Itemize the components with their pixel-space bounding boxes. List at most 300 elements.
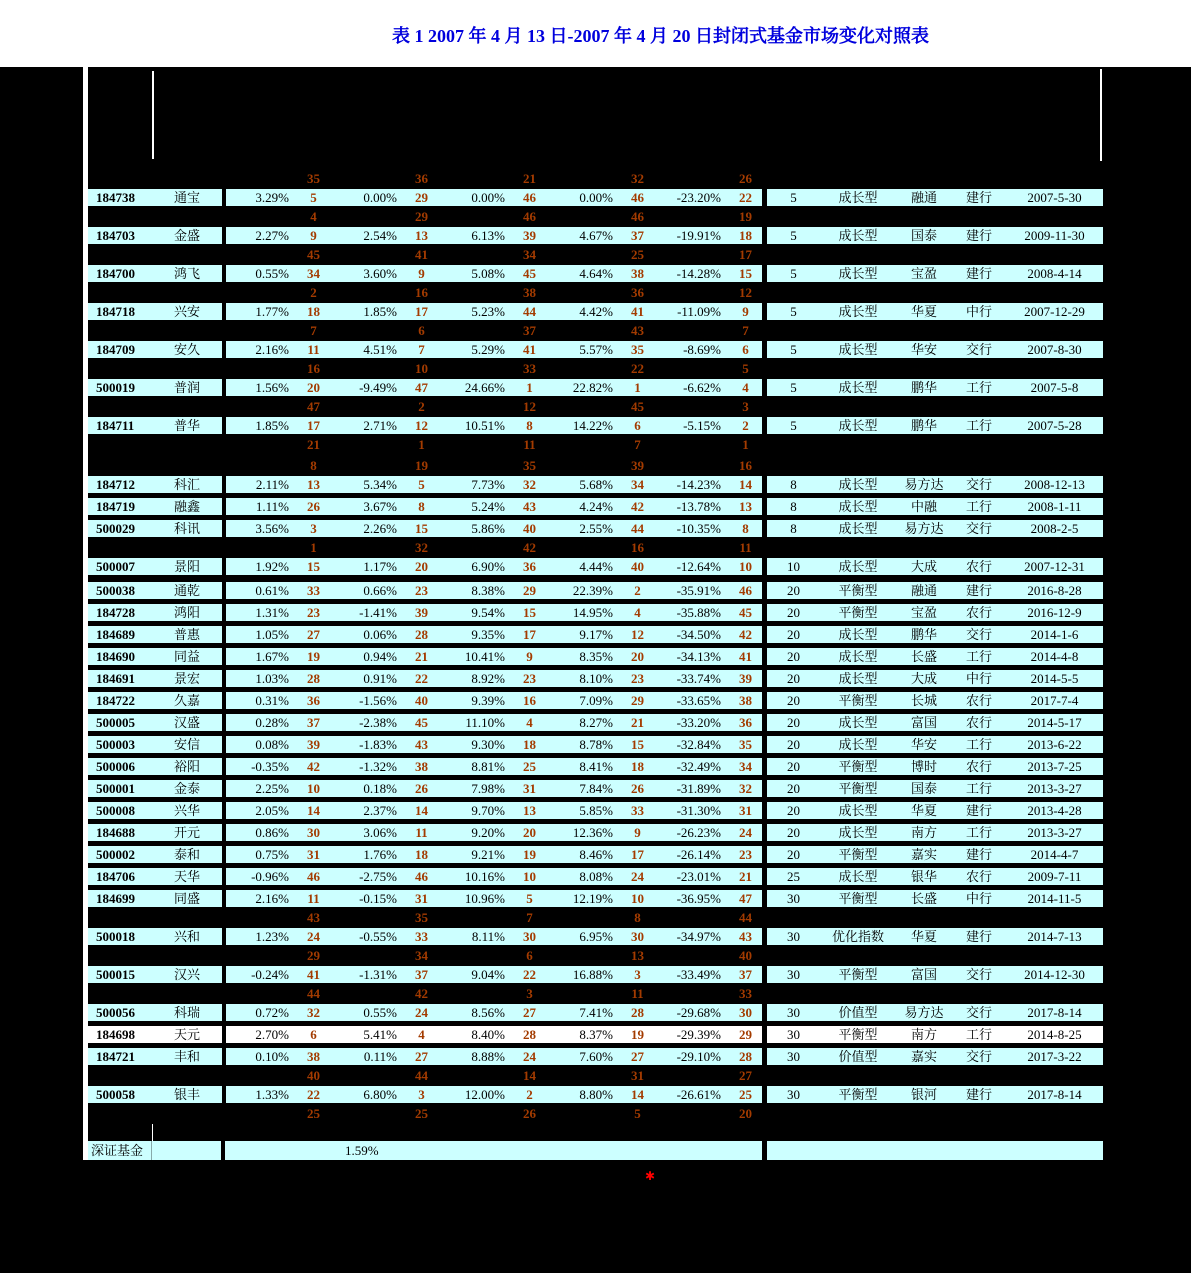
pct-value-5: -13.78% bbox=[676, 499, 721, 514]
rank-value-1: 5 bbox=[310, 190, 317, 205]
empty-code-cell bbox=[88, 1103, 152, 1124]
empty-pct-cell bbox=[222, 455, 297, 476]
custodian-bank: 工行 bbox=[965, 737, 992, 752]
rank-value-4: 30 bbox=[631, 929, 644, 944]
pct-value-4: 7.84% bbox=[579, 781, 613, 796]
rank-value-2: 37 bbox=[415, 967, 428, 982]
pct-value-2: 3.67% bbox=[363, 499, 397, 514]
rank-number-2: 29 bbox=[415, 209, 428, 224]
table-header-block bbox=[88, 67, 1103, 163]
rank-number-2: 36 bbox=[415, 171, 428, 186]
fund-code: 184689 bbox=[96, 627, 135, 642]
pct-value-3: 9.04% bbox=[471, 967, 505, 982]
pct-value-3: 8.81% bbox=[471, 759, 505, 774]
fund-company: 华安 bbox=[910, 737, 937, 752]
fund-code: 184738 bbox=[96, 190, 135, 205]
empty-pct-cell bbox=[438, 320, 513, 341]
row-separator bbox=[88, 575, 1103, 582]
pct-value-5: -6.62% bbox=[683, 380, 721, 395]
fund-row-500015 bbox=[88, 966, 1103, 983]
empty-pct-cell bbox=[222, 320, 297, 341]
fund-date: 2007-12-29 bbox=[1024, 304, 1085, 319]
rank-number-3: 12 bbox=[523, 399, 536, 414]
rank-number-4: 45 bbox=[631, 399, 644, 414]
rank-number-1: 25 bbox=[307, 1106, 320, 1121]
fund-date: 2007-5-8 bbox=[1030, 380, 1079, 395]
rank-number-2: 1 bbox=[418, 437, 425, 452]
fund-code: 500006 bbox=[96, 759, 135, 774]
fund-code: 184706 bbox=[96, 869, 135, 884]
fund-row-500002 bbox=[88, 846, 1103, 863]
rank-value-3: 40 bbox=[523, 521, 536, 536]
rank-value-5: 13 bbox=[739, 499, 752, 514]
rank-value-2: 12 bbox=[415, 418, 428, 433]
rank-number-2: 35 bbox=[415, 910, 428, 925]
pct-value-4: 14.95% bbox=[572, 605, 613, 620]
rank-value-4: 2 bbox=[634, 583, 641, 598]
fund-style: 成长型 bbox=[838, 737, 878, 752]
rank-number-3: 14 bbox=[523, 1068, 536, 1083]
pct-value-3: 9.35% bbox=[471, 627, 505, 642]
empty-name-cell bbox=[152, 282, 222, 303]
rank-value-5: 2 bbox=[742, 418, 749, 433]
fund-company: 融通 bbox=[910, 190, 937, 205]
rank-value-2: 46 bbox=[415, 869, 428, 884]
rank-value-3: 30 bbox=[523, 929, 536, 944]
rank-value-1: 31 bbox=[307, 847, 320, 862]
fund-row-184712 bbox=[88, 476, 1103, 493]
fund-size: 20 bbox=[762, 582, 820, 599]
fund-row-184703 bbox=[88, 227, 1103, 244]
custodian-bank: 中行 bbox=[965, 671, 992, 686]
fund-size: 20 bbox=[762, 846, 820, 863]
rank-value-2: 47 bbox=[415, 380, 428, 395]
fund-size: 25 bbox=[762, 868, 820, 885]
rank-number-3: 35 bbox=[523, 458, 536, 473]
fund-code: 500029 bbox=[96, 521, 135, 536]
fund-code: 184691 bbox=[96, 671, 135, 686]
fund-company: 易方达 bbox=[904, 521, 944, 536]
custodian-bank: 建行 bbox=[965, 228, 992, 243]
fund-date: 2013-3-27 bbox=[1027, 825, 1082, 840]
rank-value-2: 45 bbox=[415, 715, 428, 730]
pct-value-1: 3.56% bbox=[222, 520, 297, 537]
fund-name: 普华 bbox=[173, 418, 200, 433]
fund-company: 嘉实 bbox=[910, 1049, 937, 1064]
rank-number-1: 8 bbox=[310, 458, 317, 473]
pct-value-2: -1.56% bbox=[359, 693, 397, 708]
pct-value-3: 5.86% bbox=[471, 521, 505, 536]
pct-value-4: 6.95% bbox=[579, 929, 613, 944]
spacer-column-divider bbox=[152, 1124, 153, 1141]
fund-style: 成长型 bbox=[838, 342, 878, 357]
rank-value-3: 41 bbox=[523, 342, 536, 357]
pct-value-2: -9.49% bbox=[359, 380, 397, 395]
rank-value-1: 42 bbox=[307, 759, 320, 774]
pct-value-1: -0.96% bbox=[222, 868, 297, 885]
empty-name-cell bbox=[152, 434, 222, 455]
empty-pct-cell bbox=[654, 206, 729, 227]
rank-value-2: 17 bbox=[415, 304, 428, 319]
empty-pct-cell bbox=[654, 168, 729, 189]
fund-name: 普润 bbox=[173, 380, 200, 395]
rank-value-2: 29 bbox=[415, 190, 428, 205]
fund-date: 2014-11-5 bbox=[1027, 891, 1082, 906]
fund-name: 同益 bbox=[173, 649, 200, 664]
empty-pct-cell bbox=[222, 983, 297, 1004]
pct-value-4: 4.44% bbox=[579, 559, 613, 574]
rank-number-4: 11 bbox=[631, 986, 644, 1001]
rank-number-5: 19 bbox=[739, 209, 752, 224]
rank-value-3: 4 bbox=[526, 715, 533, 730]
rank-value-2: 38 bbox=[415, 759, 428, 774]
fund-code: 184719 bbox=[96, 499, 135, 514]
fund-row-184688 bbox=[88, 824, 1103, 841]
fund-size: 5 bbox=[762, 303, 820, 320]
rank-value-3: 24 bbox=[523, 1049, 536, 1064]
empty-pct-cell bbox=[438, 282, 513, 303]
rank-number-4: 5 bbox=[634, 1106, 641, 1121]
empty-pct-cell bbox=[654, 455, 729, 476]
rank-number-4: 32 bbox=[631, 171, 644, 186]
rank-number-3: 11 bbox=[523, 437, 536, 452]
fund-code: 184688 bbox=[96, 825, 135, 840]
empty-code-cell bbox=[88, 282, 152, 303]
pct-value-2: -1.83% bbox=[359, 737, 397, 752]
rank-number-2: 16 bbox=[415, 285, 428, 300]
rank-number-5: 27 bbox=[739, 1068, 752, 1083]
rank-number-3: 38 bbox=[523, 285, 536, 300]
fund-style: 平衡型 bbox=[838, 781, 878, 796]
pct-value-3: 6.13% bbox=[471, 228, 505, 243]
custodian-bank: 交行 bbox=[965, 477, 992, 492]
fund-date: 2017-8-14 bbox=[1027, 1087, 1082, 1102]
rank-value-2: 24 bbox=[415, 1005, 428, 1020]
pct-value-5: -29.39% bbox=[676, 1027, 721, 1042]
empty-pct-cell bbox=[546, 396, 621, 417]
fund-name: 科讯 bbox=[173, 521, 200, 536]
fund-name: 银丰 bbox=[173, 1087, 200, 1102]
rank-value-3: 17 bbox=[523, 627, 536, 642]
pct-value-5: -19.91% bbox=[676, 228, 721, 243]
pct-value-1: 1.77% bbox=[222, 303, 297, 320]
black-spacer-row bbox=[88, 1124, 1103, 1141]
rank-number-1: 1 bbox=[310, 540, 317, 555]
rank-value-1: 17 bbox=[307, 418, 320, 433]
empty-pct-cell bbox=[546, 1065, 621, 1086]
fund-date: 2007-8-30 bbox=[1027, 342, 1082, 357]
empty-code-cell bbox=[88, 396, 152, 417]
rank-number-2: 2 bbox=[418, 399, 425, 414]
empty-pct-cell bbox=[222, 945, 297, 966]
rank-number-4: 25 bbox=[631, 247, 644, 262]
fund-style: 成长型 bbox=[838, 266, 878, 281]
empty-pct-cell bbox=[438, 434, 513, 455]
fund-company: 富国 bbox=[910, 715, 937, 730]
fund-company: 富国 bbox=[910, 967, 937, 982]
rank-number-4: 22 bbox=[631, 361, 644, 376]
fund-style: 成长型 bbox=[838, 649, 878, 664]
empty-pct-cell bbox=[654, 983, 729, 1004]
rank-value-5: 28 bbox=[739, 1049, 752, 1064]
pct-value-4: 22.39% bbox=[572, 583, 613, 598]
fund-name: 泰和 bbox=[173, 847, 200, 862]
empty-code-cell bbox=[88, 358, 152, 379]
rank-number-5: 11 bbox=[739, 540, 752, 555]
rank-numbers-row bbox=[88, 168, 1103, 189]
custodian-bank: 中行 bbox=[965, 891, 992, 906]
rank-number-3: 34 bbox=[523, 247, 536, 262]
custodian-bank: 农行 bbox=[965, 605, 992, 620]
rank-value-1: 34 bbox=[307, 266, 320, 281]
pct-value-4: 7.41% bbox=[579, 1005, 613, 1020]
fund-code: 184728 bbox=[96, 605, 135, 620]
rank-number-3: 37 bbox=[523, 323, 536, 338]
pct-value-2: 5.41% bbox=[363, 1027, 397, 1042]
empty-pct-cell bbox=[222, 1065, 297, 1086]
rank-value-5: 38 bbox=[739, 693, 752, 708]
empty-pct-cell bbox=[654, 945, 729, 966]
rank-value-3: 32 bbox=[523, 477, 536, 492]
rank-value-5: 14 bbox=[739, 477, 752, 492]
rank-value-2: 21 bbox=[415, 649, 428, 664]
fund-code: 184722 bbox=[96, 693, 135, 708]
page-title: 表 1 2007 年 4 月 13 日-2007 年 4 月 20 日封闭式基金市场变化对照表 bbox=[392, 26, 929, 46]
fund-code: 500056 bbox=[96, 1005, 135, 1020]
fund-code: 184700 bbox=[96, 266, 135, 281]
fund-code: 500007 bbox=[96, 559, 135, 574]
rank-value-4: 19 bbox=[631, 1027, 644, 1042]
empty-pct-cell bbox=[222, 907, 297, 928]
empty-name-cell bbox=[152, 396, 222, 417]
empty-pct-cell bbox=[546, 358, 621, 379]
fund-row-500056 bbox=[88, 1004, 1103, 1021]
custodian-bank: 农行 bbox=[965, 559, 992, 574]
empty-pct-cell bbox=[222, 358, 297, 379]
empty-pct-cell bbox=[654, 907, 729, 928]
pct-value-2: 0.06% bbox=[363, 627, 397, 642]
rank-number-1: 2 bbox=[310, 285, 317, 300]
rank-number-5: 5 bbox=[742, 361, 749, 376]
fund-name: 天华 bbox=[173, 869, 200, 884]
custodian-bank: 交行 bbox=[965, 521, 992, 536]
fund-company: 鹏华 bbox=[910, 380, 937, 395]
pct-value-1: 0.55% bbox=[222, 265, 297, 282]
fund-name: 景宏 bbox=[173, 671, 200, 686]
custodian-bank: 建行 bbox=[965, 803, 992, 818]
rank-value-3: 45 bbox=[523, 266, 536, 281]
fund-style: 平衡型 bbox=[838, 847, 878, 862]
pct-value-3: 0.00% bbox=[471, 190, 505, 205]
fund-style: 平衡型 bbox=[838, 967, 878, 982]
empty-pct-cell bbox=[330, 945, 405, 966]
pct-value-4: 4.24% bbox=[579, 499, 613, 514]
pct-value-1: 0.86% bbox=[222, 824, 297, 841]
pct-value-1: 2.27% bbox=[222, 227, 297, 244]
pct-value-3: 12.00% bbox=[464, 1087, 505, 1102]
rank-value-1: 20 bbox=[307, 380, 320, 395]
rank-value-1: 36 bbox=[307, 693, 320, 708]
fund-style: 成长型 bbox=[838, 869, 878, 884]
pct-value-2: 2.54% bbox=[363, 228, 397, 243]
rank-value-2: 7 bbox=[418, 342, 425, 357]
rank-value-3: 5 bbox=[526, 891, 533, 906]
pct-value-4: 4.64% bbox=[579, 266, 613, 281]
empty-pct-cell bbox=[330, 455, 405, 476]
pct-value-3: 9.21% bbox=[471, 847, 505, 862]
rank-numbers-row bbox=[88, 945, 1103, 966]
rank-value-1: 14 bbox=[307, 803, 320, 818]
fund-row-500018 bbox=[88, 928, 1103, 945]
rank-number-4: 39 bbox=[631, 458, 644, 473]
rank-value-3: 29 bbox=[523, 583, 536, 598]
rank-numbers-row bbox=[88, 206, 1103, 227]
pct-value-2: -1.41% bbox=[359, 605, 397, 620]
fund-style: 价值型 bbox=[838, 1005, 878, 1020]
rank-value-4: 46 bbox=[631, 190, 644, 205]
rank-value-4: 6 bbox=[634, 418, 641, 433]
fund-name: 鸿阳 bbox=[173, 605, 200, 620]
fund-size: 20 bbox=[762, 648, 820, 665]
fund-code: 500058 bbox=[96, 1087, 135, 1102]
empty-pct-cell bbox=[330, 206, 405, 227]
empty-code-cell bbox=[88, 320, 152, 341]
rank-value-5: 37 bbox=[739, 967, 752, 982]
fund-company: 华安 bbox=[910, 342, 937, 357]
fund-date: 2017-3-22 bbox=[1027, 1049, 1082, 1064]
custodian-bank: 交行 bbox=[965, 1005, 992, 1020]
fund-date: 2017-8-14 bbox=[1027, 1005, 1082, 1020]
fund-row-500008 bbox=[88, 802, 1103, 819]
fund-date: 2008-2-5 bbox=[1030, 521, 1079, 536]
empty-name-cell bbox=[152, 206, 222, 227]
rank-number-2: 6 bbox=[418, 323, 425, 338]
fund-size: 8 bbox=[762, 520, 820, 537]
fund-code: 500018 bbox=[96, 929, 135, 944]
fund-row-500003 bbox=[88, 736, 1103, 753]
empty-pct-cell bbox=[546, 983, 621, 1004]
pct-value-4: 0.00% bbox=[579, 190, 613, 205]
rank-value-3: 1 bbox=[526, 380, 533, 395]
pct-value-4: 8.46% bbox=[579, 847, 613, 862]
rank-value-5: 6 bbox=[742, 342, 749, 357]
fund-size: 20 bbox=[762, 670, 820, 687]
rank-value-3: 10 bbox=[523, 869, 536, 884]
rank-number-1: 7 bbox=[310, 323, 317, 338]
rank-value-4: 12 bbox=[631, 627, 644, 642]
rank-value-5: 8 bbox=[742, 521, 749, 536]
empty-pct-cell bbox=[546, 945, 621, 966]
pct-value-1: 2.70% bbox=[222, 1026, 297, 1043]
rank-number-1: 21 bbox=[307, 437, 320, 452]
rank-numbers-row bbox=[88, 983, 1103, 1004]
pct-value-3: 9.70% bbox=[471, 803, 505, 818]
fund-company: 华夏 bbox=[910, 803, 937, 818]
rank-value-4: 40 bbox=[631, 559, 644, 574]
bottom-black-band bbox=[0, 1160, 1191, 1273]
fund-style: 成长型 bbox=[838, 477, 878, 492]
fund-company: 长盛 bbox=[910, 891, 937, 906]
rank-number-3: 21 bbox=[523, 171, 536, 186]
rank-value-4: 35 bbox=[631, 342, 644, 357]
rank-value-3: 16 bbox=[523, 693, 536, 708]
rank-number-5: 20 bbox=[739, 1106, 752, 1121]
fund-size: 30 bbox=[762, 1004, 820, 1021]
empty-name-cell bbox=[152, 244, 222, 265]
rank-value-1: 41 bbox=[307, 967, 320, 982]
fund-size: 20 bbox=[762, 714, 820, 731]
fund-code: 184718 bbox=[96, 304, 135, 319]
pct-value-5: -26.14% bbox=[676, 847, 721, 862]
pct-value-3: 8.88% bbox=[471, 1049, 505, 1064]
index-summary-row bbox=[88, 1141, 1103, 1160]
rank-value-3: 39 bbox=[523, 228, 536, 243]
fund-company: 博时 bbox=[910, 759, 937, 774]
custodian-bank: 交行 bbox=[965, 1049, 992, 1064]
fund-date: 2009-11-30 bbox=[1024, 228, 1085, 243]
empty-pct-cell bbox=[438, 1103, 513, 1124]
fund-name: 普惠 bbox=[173, 627, 200, 642]
pct-value-3: 7.73% bbox=[471, 477, 505, 492]
rank-number-1: 35 bbox=[307, 171, 320, 186]
rank-value-5: 23 bbox=[739, 847, 752, 862]
rank-value-4: 28 bbox=[631, 1005, 644, 1020]
empty-name-cell bbox=[152, 537, 222, 558]
pct-value-2: 1.85% bbox=[363, 304, 397, 319]
fund-row-184709 bbox=[88, 341, 1103, 358]
rank-value-5: 42 bbox=[739, 627, 752, 642]
rank-value-5: 36 bbox=[739, 715, 752, 730]
fund-name: 同盛 bbox=[173, 891, 200, 906]
rank-value-1: 15 bbox=[307, 559, 320, 574]
pct-value-1: 0.08% bbox=[222, 736, 297, 753]
pct-value-4: 2.55% bbox=[579, 521, 613, 536]
rank-number-5: 7 bbox=[742, 323, 749, 338]
fund-row-184719 bbox=[88, 498, 1103, 515]
fund-company: 易方达 bbox=[904, 1005, 944, 1020]
pct-value-5: -29.68% bbox=[676, 1005, 721, 1020]
pct-value-1: 1.11% bbox=[222, 498, 297, 515]
empty-name-cell bbox=[152, 1065, 222, 1086]
fund-name: 天元 bbox=[173, 1027, 200, 1042]
empty-pct-cell bbox=[222, 396, 297, 417]
pct-value-3: 9.30% bbox=[471, 737, 505, 752]
rank-value-2: 26 bbox=[415, 781, 428, 796]
fund-row-184691 bbox=[88, 670, 1103, 687]
fund-code: 500008 bbox=[96, 803, 135, 818]
rank-value-3: 44 bbox=[523, 304, 536, 319]
pct-value-3: 8.38% bbox=[471, 583, 505, 598]
pct-value-4: 8.78% bbox=[579, 737, 613, 752]
empty-pct-cell bbox=[438, 907, 513, 928]
fund-date: 2014-4-7 bbox=[1030, 847, 1079, 862]
rank-number-4: 46 bbox=[631, 209, 644, 224]
rank-number-3: 46 bbox=[523, 209, 536, 224]
empty-code-cell bbox=[88, 537, 152, 558]
pct-value-3: 8.92% bbox=[471, 671, 505, 686]
fund-name: 兴和 bbox=[173, 929, 200, 944]
pct-value-1: 0.72% bbox=[222, 1004, 297, 1021]
fund-code: 184690 bbox=[96, 649, 135, 664]
rank-numbers-row bbox=[88, 244, 1103, 265]
fund-name: 金泰 bbox=[173, 781, 200, 796]
rank-value-4: 33 bbox=[631, 803, 644, 818]
rank-value-4: 18 bbox=[631, 759, 644, 774]
fund-row-184700 bbox=[88, 265, 1103, 282]
fund-date: 2008-12-13 bbox=[1024, 477, 1085, 492]
fund-size: 5 bbox=[762, 227, 820, 244]
rank-value-2: 33 bbox=[415, 929, 428, 944]
